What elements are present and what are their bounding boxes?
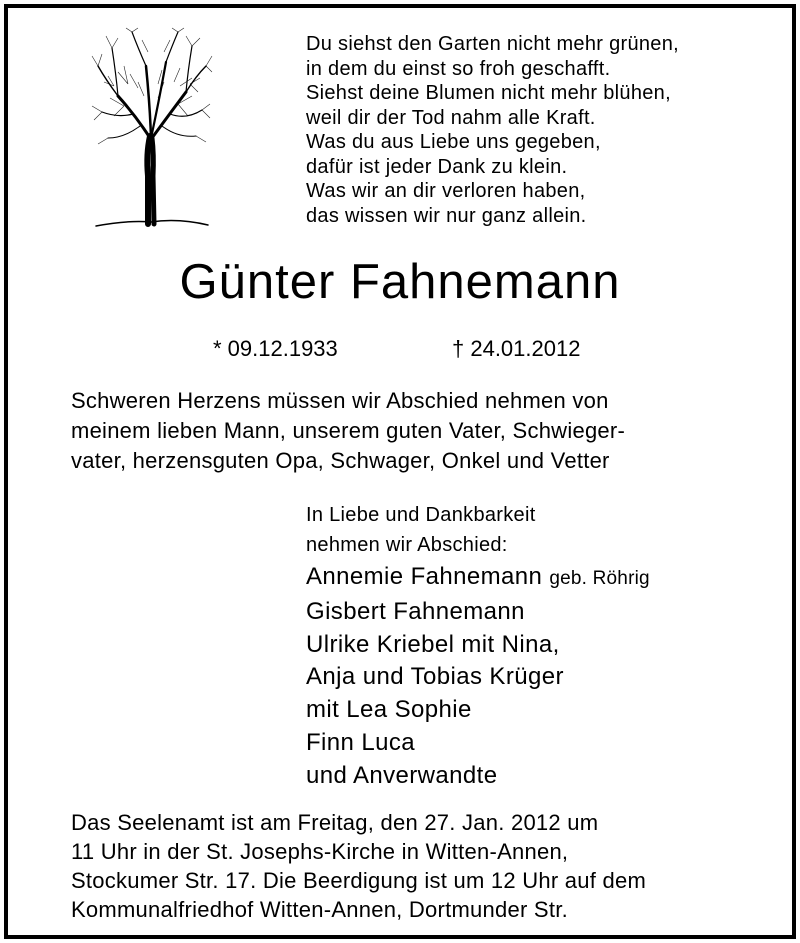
death-date: † 24.01.2012 — [452, 336, 581, 361]
details-line: 11 Uhr in der St. Josephs-Kirche in Witten-Annen, — [71, 839, 569, 864]
thanks-line: In Liebe und Dankbarkeit — [306, 504, 536, 526]
family-member — [306, 561, 650, 596]
poem-line: Was wir an dir verloren haben, — [306, 180, 586, 202]
intro-line: vater, herzensguten Opa, Schwager, Onkel und Vetter — [71, 448, 610, 473]
funeral-details — [71, 808, 646, 924]
intro-line: Schweren Herzens müssen wir Abschied nehmen von — [71, 388, 609, 413]
bare-tree-icon — [88, 26, 214, 231]
poem-line: Was du aus Liebe uns gegeben, — [306, 131, 601, 153]
intro-line: meinem lieben Mann, unserem guten Vater, Schwieger- — [71, 418, 626, 443]
poem-line: Siehst deine Blumen nicht mehr blühen, — [306, 82, 671, 104]
family-member-name: Annemie Fahnemann — [306, 563, 543, 590]
thanks-line: nehmen wir Abschied: — [306, 534, 508, 556]
deceased-name: Günter Fahnemann — [179, 255, 621, 309]
family-list — [306, 561, 650, 793]
family-member: Finn Luca — [306, 728, 415, 756]
family-member: Gisbert Fahnemann — [306, 597, 525, 625]
birth-date: * 09.12.1933 — [213, 336, 338, 361]
details-line: Das Seelenamt ist am Freitag, den 27. Jan. 2012 um — [71, 810, 599, 835]
family-member: Anja und Tobias Krüger — [306, 663, 564, 691]
family-member: mit Lea Sophie — [306, 696, 472, 724]
family-member: und Anverwandte — [306, 761, 498, 789]
thanks-text — [306, 500, 536, 560]
details-line: Stockumer Str. 17. Die Beerdigung ist um 12 Uhr auf dem — [71, 868, 647, 893]
memorial-poem — [306, 32, 679, 228]
intro-text — [71, 386, 625, 476]
maiden-name: geb. Röhrig — [549, 568, 650, 589]
poem-line: dafür ist jeder Dank zu klein. — [306, 155, 568, 178]
poem-line: in dem du einst so froh geschafft. — [306, 57, 611, 80]
family-member: Ulrike Kriebel mit Nina, — [306, 630, 560, 658]
poem-line: das wissen wir nur ganz allein. — [306, 204, 587, 227]
details-line: Kommunalfriedhof Witten-Annen, Dortmunder Str. — [71, 897, 568, 922]
poem-line: Du siehst den Garten nicht mehr grünen, — [306, 33, 680, 55]
poem-line: weil dir der Tod nahm alle Kraft. — [306, 106, 596, 129]
